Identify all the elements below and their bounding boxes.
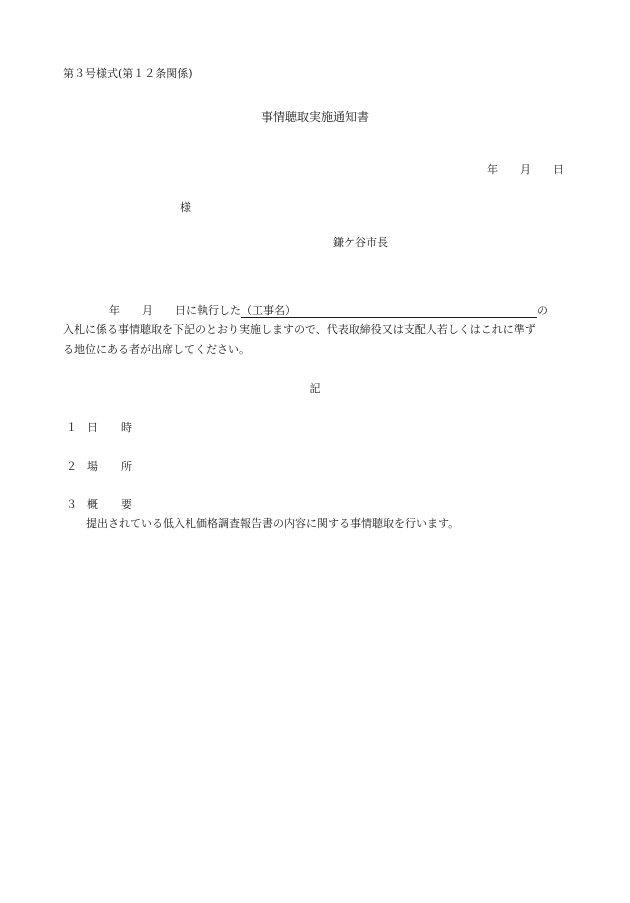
body-line-1 [63,305,548,318]
body-year: 年 [109,304,120,317]
item-number: ３ [66,498,77,511]
project-name-blank [241,305,537,318]
item-number: ２ [66,460,77,473]
item-place [66,461,132,472]
item-summary [66,499,132,510]
item-label-a: 概 [87,498,98,511]
project-label: （工事名） [241,304,296,317]
body-month: 月 [142,304,153,317]
body-line-3: る地位にある者が出席してください。 [63,343,250,356]
item-label-a: 日 [87,421,98,434]
body-line1-end: の [537,304,548,317]
form-label: 第３号様式(第１２条関係) [63,67,193,80]
sender-name: 鎌ケ谷市長 [333,236,388,249]
item-label-b: 時 [121,421,132,434]
item-label-b: 所 [121,460,132,473]
date-month: 月 [520,163,531,176]
recipient-suffix: 様 [180,201,191,214]
date-line [487,164,564,175]
document-title: 事情聴取実施通知書 [260,110,369,124]
date-year: 年 [487,163,498,176]
body-line-2: 入札に係る事情聴取を下記のとおり実施しますので、代表取締役又は支配人若しくはこれに準ず [63,323,536,336]
item-label-a: 場 [87,460,98,473]
item-label-b: 要 [121,498,132,511]
body-day-text: 日に執行した [175,304,241,317]
ki-heading: 記 [309,382,321,395]
item-number: １ [66,421,77,434]
date-day: 日 [553,163,564,176]
item-datetime [66,422,132,433]
summary-text: 提出されている低入札価格調査報告書の内容に関する事情聴取を行います。 [86,517,460,530]
